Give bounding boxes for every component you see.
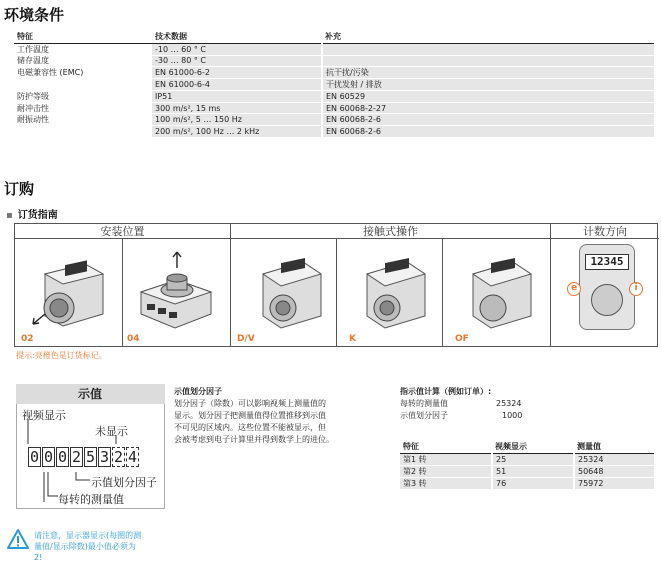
counter-display: 12345 [585, 254, 629, 270]
group-direction: 计数方向 [551, 224, 659, 239]
label-per-rev: 每转的测量值 [58, 493, 124, 506]
order-hint: 提示:亮橙色是订货标记。 [16, 351, 107, 360]
group-contact: 接触式操作 [231, 224, 550, 239]
display-title: 示值 [16, 384, 165, 404]
label-hidden: 未显示 [95, 425, 128, 438]
digit: 5 [85, 448, 96, 466]
option-02: 02 [21, 334, 34, 344]
calc-line-2-label: 示值划分因子 [400, 411, 448, 420]
counter-knob [591, 284, 623, 316]
divisor-title: 示值划分因子 [174, 387, 222, 396]
digit: 0 [29, 448, 40, 466]
label-divisor: 示值划分因子 [91, 476, 157, 489]
calc-line-1-value: 25324 [496, 399, 522, 408]
calc-line-2-value: 1000 [502, 411, 523, 420]
table-row: 储存温度 -30 … 80 ° C [14, 55, 654, 67]
table-row: 第1 转 25 25324 [400, 454, 655, 466]
device-dv-image [239, 244, 331, 336]
digit: 3 [99, 448, 110, 466]
warning-icon [6, 528, 30, 550]
table-row: 第3 转 76 75972 [400, 478, 655, 490]
label-video: 视频显示 [22, 409, 66, 422]
order-subtitle: ▪ 订货指南 [6, 210, 58, 221]
dir-i-icon: i [629, 282, 643, 296]
option-dv: D/V [237, 334, 255, 344]
option-k: K [349, 334, 356, 344]
env-table [14, 30, 654, 137]
env-header-note: 补充 [322, 30, 654, 44]
calc-table: 特征 视频显示 测量值 第1 转 25 25324 第2 转 51 50648 第3 转 76 75972 [400, 440, 656, 489]
env-title: 环境条件 [4, 6, 65, 24]
calc-line-1-label: 每转的测量值 [400, 399, 448, 408]
digit: 2 [71, 448, 82, 466]
warning-text: 请注意，显示器显示(每圈的测 量值/显示除数)最小值必须为 2! [34, 531, 142, 562]
option-of: OF [455, 334, 469, 344]
device-k-image [343, 244, 435, 336]
dir-e-icon: e [567, 282, 581, 296]
env-header-tech: 技术数据 [152, 30, 322, 44]
device-of-image [449, 244, 541, 336]
device-02-image [23, 244, 115, 336]
digit: 0 [57, 448, 68, 466]
digit-hidden: 4 [127, 448, 138, 466]
group-mounting: 安装位置 [15, 224, 230, 239]
env-header-feature: 特征 [14, 30, 152, 44]
table-row: 第2 转 51 50648 [400, 466, 655, 478]
device-04-image [127, 244, 219, 336]
order-figure [14, 223, 658, 347]
table-row: 耐冲击性 300 m/s², 15 ms EN 60068-2-27 [14, 102, 654, 114]
digit-hidden: 2 [113, 448, 124, 466]
table-row: EN 61000-6-4 干扰发射 / 排放 [14, 79, 654, 91]
bullet-icon: ▪ [6, 210, 13, 221]
table-row: 电磁兼容性 (EMC) EN 61000-6-2 抗干扰/污染 [14, 67, 654, 79]
order-title: 订购 [4, 180, 35, 198]
digit: 0 [43, 448, 54, 466]
table-row: 200 m/s², 100 Hz … 2 kHz EN 60068-2-6 [14, 125, 654, 137]
option-04: 04 [127, 334, 140, 344]
divisor-text: 划分因子（除数）可以影响视频上测量值的 显示。划分因子把测量值得位置推移到示值 不可见的区域内。这些位置不能被显示，但 会被考虑到电子计算里并得到数学上的进位。 [174, 399, 334, 444]
table-row: 工作温度 -10 … 60 ° C [14, 44, 654, 56]
table-row: 耐振动性 100 m/s², 5 … 150 Hz EN 60068-2-6 [14, 114, 654, 126]
table-row: 防护等级 IP51 EN 60529 [14, 91, 654, 103]
display-digits [28, 447, 139, 467]
calc-title: 指示值计算（例如订单）: [400, 387, 492, 396]
